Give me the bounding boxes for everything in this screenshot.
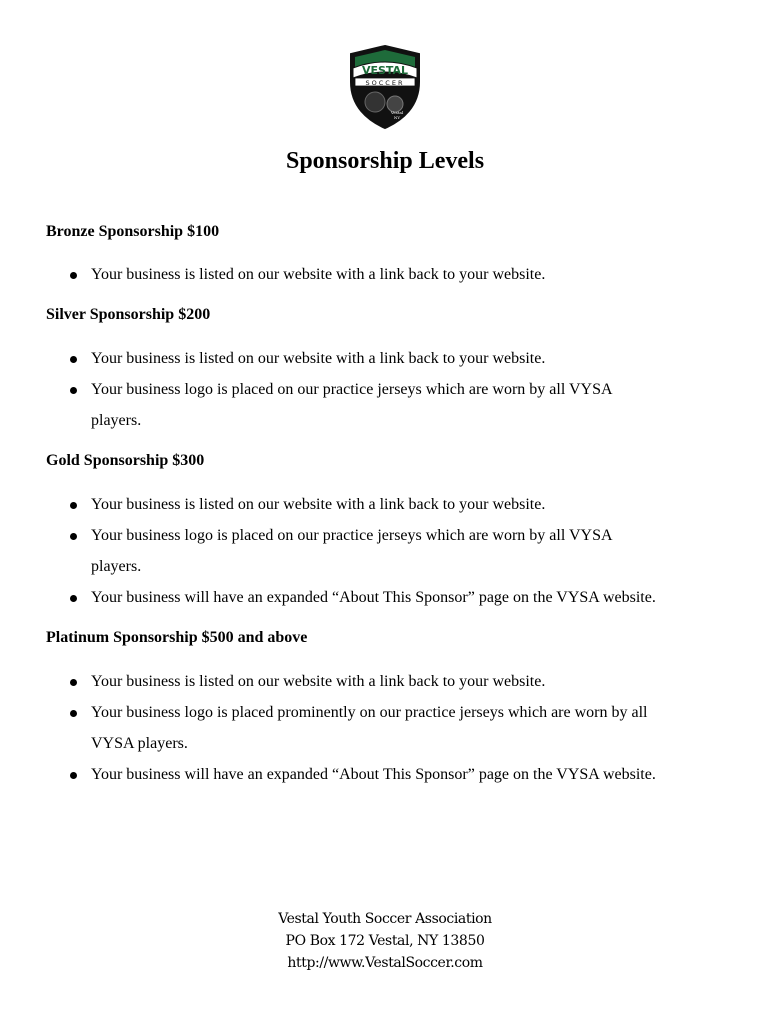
benefit-list <box>46 666 746 790</box>
list-item: Your business is listed on our website with a link back to your website. <box>46 343 746 374</box>
footer-url-link[interactable]: http://www.VestalSoccer.com <box>287 955 483 971</box>
bullet-icon <box>70 710 77 717</box>
bullet-icon <box>70 533 77 540</box>
list-item: Your business is listed on our website with a link back to your website. <box>46 489 746 520</box>
benefit-list <box>46 343 746 436</box>
list-item-continuation: VYSA players. <box>91 735 188 752</box>
section-heading: Platinum Sponsorship $500 and above <box>46 629 308 646</box>
footer <box>0 908 770 974</box>
logo-top-text: VESTAL <box>361 64 409 77</box>
list-item-continuation: players. <box>91 412 142 429</box>
list-item: Your business is listed on our website with a link back to your website. <box>46 259 746 290</box>
footer-org: Vestal Youth Soccer Association <box>278 911 492 927</box>
bullet-icon <box>70 772 77 779</box>
bronze-section <box>46 222 746 290</box>
bullet-icon <box>70 679 77 686</box>
gold-section <box>46 451 746 613</box>
list-item: Your business will have an expanded “About This Sponsor” page on the VYSA website. <box>46 582 746 613</box>
list-item: Your business logo is placed on our practice jerseys which are worn by all VYSA <box>46 374 746 405</box>
section-heading: Gold Sponsorship $300 <box>46 452 205 469</box>
list-item: Your business logo is placed prominently on our practice jerseys which are worn by all <box>46 697 746 728</box>
silver-section <box>46 305 746 436</box>
bullet-icon <box>70 356 77 363</box>
bullet-icon <box>70 387 77 394</box>
benefit-list <box>46 259 746 290</box>
bullet-icon <box>70 502 77 509</box>
list-item: Your business will have an expanded “About This Sponsor” page on the VYSA website. <box>46 759 746 790</box>
logo-small-text-1: Vestal <box>390 110 404 115</box>
benefit-list <box>46 489 746 613</box>
logo-small-text-2: NY <box>393 115 401 120</box>
page-title: Sponsorship Levels <box>285 148 485 174</box>
logo-band-text: SOCCER <box>365 79 405 87</box>
footer-address: PO Box 172 Vestal, NY 13850 <box>285 933 485 949</box>
list-item: Your business is listed on our website with a link back to your website. <box>46 666 746 697</box>
section-heading: Silver Sponsorship $200 <box>46 306 211 323</box>
bullet-icon <box>70 272 77 279</box>
list-item-continuation: players. <box>91 558 142 575</box>
section-heading: Bronze Sponsorship $100 <box>46 223 220 240</box>
vestal-soccer-logo <box>347 44 423 130</box>
list-item: Your business logo is placed on our practice jerseys which are worn by all VYSA <box>46 520 746 551</box>
bullet-icon <box>70 595 77 602</box>
platinum-section <box>46 628 746 790</box>
